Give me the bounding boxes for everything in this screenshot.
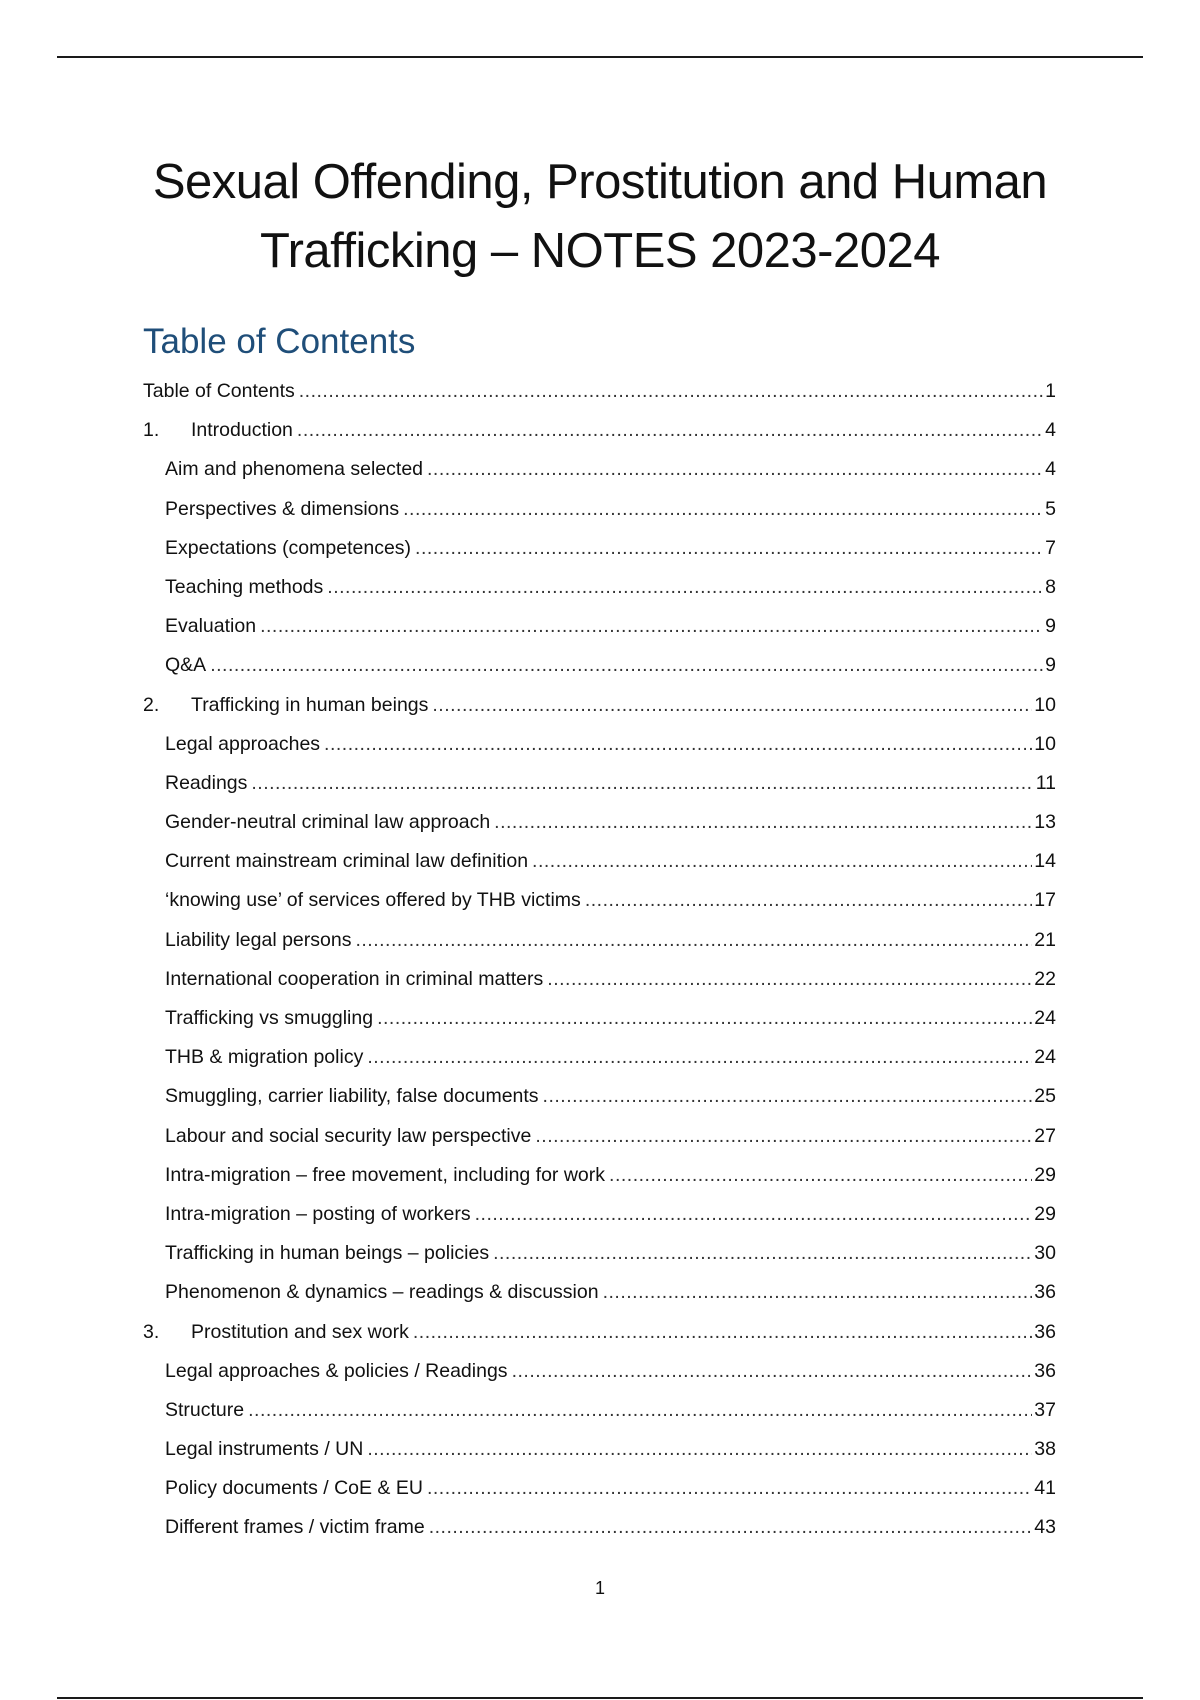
- toc-dot-leader: [251, 764, 1033, 803]
- toc-entry-label: Liability legal persons: [165, 928, 352, 951]
- toc-entry-label: Introduction: [191, 419, 293, 442]
- toc-entry-label: Legal instruments / UN: [165, 1438, 364, 1461]
- toc-entry-number: 1.: [143, 419, 160, 442]
- toc-entry-number: 3.: [143, 1320, 160, 1343]
- toc-entry-label: Q&A: [165, 654, 207, 677]
- toc-dot-leader: [432, 686, 1032, 725]
- toc-entry-label: Teaching methods: [165, 575, 324, 598]
- toc-dot-leader: [367, 1038, 1032, 1077]
- toc-entry-page: 36: [1034, 1281, 1056, 1304]
- toc-entry-page: 4: [1045, 419, 1056, 442]
- toc-dot-leader: [413, 1313, 1032, 1352]
- toc-entry-page: 36: [1034, 1320, 1056, 1343]
- toc-entry-label: Different frames / victim frame: [165, 1516, 425, 1539]
- toc-entry-label: International cooperation in criminal matters: [165, 967, 544, 990]
- toc-entry-page: 10: [1034, 732, 1056, 755]
- toc-dot-leader: [355, 921, 1032, 960]
- toc-entry-page: 9: [1045, 615, 1056, 638]
- toc-dot-leader: [609, 1156, 1032, 1195]
- toc-entry[interactable]: [143, 568, 1056, 607]
- toc-entry-label: Expectations (competences): [165, 536, 412, 559]
- toc-entry[interactable]: [143, 960, 1056, 999]
- toc-entry-page: 17: [1034, 889, 1056, 912]
- toc-entry[interactable]: [143, 1273, 1056, 1312]
- toc-entry[interactable]: [143, 881, 1056, 920]
- toc-dot-leader: [403, 490, 1043, 529]
- toc-entry[interactable]: [143, 686, 1056, 725]
- toc-dot-leader: [248, 1391, 1032, 1430]
- toc-entry-label: Table of Contents: [143, 380, 295, 402]
- toc-dot-leader: [210, 646, 1043, 685]
- toc-heading: Table of Contents: [143, 322, 416, 361]
- toc-dot-leader: [535, 1117, 1032, 1156]
- toc-dot-leader: [367, 1430, 1032, 1469]
- toc-entry-page: 37: [1034, 1398, 1056, 1421]
- toc-entry-label: Intra-migration – free movement, including for work: [165, 1163, 606, 1186]
- toc-entry[interactable]: [143, 1156, 1056, 1195]
- toc-entry-label: Trafficking in human beings – policies: [165, 1242, 490, 1265]
- toc-entry-page: 29: [1034, 1202, 1056, 1225]
- toc-entry-page: 7: [1045, 536, 1056, 559]
- toc-entry-label: Legal approaches: [165, 732, 321, 755]
- toc-entry-label: Gender-neutral criminal law approach: [165, 811, 491, 834]
- toc-entry[interactable]: [143, 1234, 1056, 1273]
- toc-entry[interactable]: [143, 999, 1056, 1038]
- toc-entry-label: Prostitution and sex work: [191, 1320, 409, 1343]
- toc-dot-leader: [429, 1508, 1033, 1547]
- toc-entry-page: 29: [1034, 1163, 1056, 1186]
- toc-entry-label: Perspectives & dimensions: [165, 497, 400, 520]
- toc-dot-leader: [324, 725, 1032, 764]
- toc-entry[interactable]: [143, 1508, 1056, 1547]
- toc-entry-label: Labour and social security law perspective: [165, 1124, 532, 1147]
- toc-entry-page: 41: [1034, 1477, 1056, 1500]
- toc-entry-page: 13: [1034, 811, 1056, 834]
- toc-entry[interactable]: [143, 646, 1056, 685]
- toc-dot-leader: [415, 529, 1043, 568]
- toc-entry-page: 36: [1034, 1359, 1056, 1382]
- toc-dot-leader: [427, 1469, 1032, 1508]
- toc-entry-page: 24: [1034, 1007, 1056, 1029]
- toc-dot-leader: [377, 999, 1032, 1038]
- toc-entry[interactable]: [143, 607, 1056, 646]
- toc-dot-leader: [603, 1273, 1033, 1312]
- toc-entry[interactable]: [143, 764, 1056, 803]
- toc-entry-page: 38: [1034, 1438, 1056, 1461]
- toc-entry-page: 1: [1045, 380, 1056, 402]
- toc-entry-page: 30: [1034, 1242, 1056, 1265]
- toc-entry[interactable]: [143, 1352, 1056, 1391]
- toc-entry[interactable]: [143, 921, 1056, 960]
- toc-entry-page: 24: [1034, 1046, 1056, 1069]
- toc-entry-page: 22: [1034, 967, 1056, 990]
- toc-dot-leader: [475, 1195, 1033, 1234]
- footer-rule: [57, 1697, 1143, 1699]
- toc-entry[interactable]: [143, 372, 1056, 411]
- toc-entry-label: ‘knowing use’ of services offered by THB victims: [165, 889, 581, 912]
- toc-dot-leader: [299, 372, 1043, 411]
- toc-entry-label: THB & migration policy: [165, 1046, 364, 1069]
- toc-entry-page: 14: [1034, 850, 1056, 873]
- toc-entry-page: 10: [1034, 693, 1056, 716]
- toc-entry[interactable]: [143, 842, 1056, 881]
- toc-entry-label: Policy documents / CoE & EU: [165, 1477, 423, 1500]
- toc-entry[interactable]: [143, 1469, 1056, 1508]
- toc-dot-leader: [327, 568, 1043, 607]
- toc-entry-page: 9: [1045, 654, 1056, 677]
- toc-dot-leader: [547, 960, 1032, 999]
- toc-entry[interactable]: [143, 1038, 1056, 1077]
- toc-entry[interactable]: [143, 490, 1056, 529]
- toc-entry[interactable]: [143, 450, 1056, 489]
- toc-entry-page: 43: [1034, 1516, 1056, 1539]
- toc-entry-label: Structure: [165, 1398, 245, 1421]
- toc-entry-label: Legal approaches & policies / Readings: [165, 1359, 508, 1382]
- toc-dot-leader: [260, 607, 1043, 646]
- toc-entry-page: 8: [1045, 575, 1056, 598]
- toc-entry-page: 11: [1035, 771, 1056, 794]
- document-title: Sexual Offending, Prostitution and Human Trafficking – NOTES 2023-2024: [152, 155, 1048, 278]
- toc-entry[interactable]: [143, 1391, 1056, 1430]
- toc-dot-leader: [585, 881, 1032, 920]
- toc-entry[interactable]: [143, 1117, 1056, 1156]
- toc-dot-leader: [543, 1077, 1033, 1116]
- toc-entry-label: Smuggling, carrier liability, false documents: [165, 1085, 539, 1108]
- toc-entry-label: Aim and phenomena selected: [165, 458, 424, 481]
- toc-entry[interactable]: [143, 803, 1056, 842]
- toc-dot-leader: [493, 1234, 1032, 1273]
- toc-entry-page: 21: [1034, 928, 1056, 951]
- toc-dot-leader: [532, 842, 1032, 881]
- toc-dot-leader: [512, 1352, 1033, 1391]
- toc-entry[interactable]: [143, 411, 1056, 450]
- toc-entry-page: 25: [1034, 1085, 1056, 1108]
- toc-entry-page: 4: [1045, 458, 1056, 481]
- toc-entry-label: Current mainstream criminal law definition: [165, 850, 529, 873]
- table-of-contents: [143, 372, 1056, 1548]
- toc-entry-label: Evaluation: [165, 615, 257, 638]
- toc-dot-leader: [297, 411, 1043, 450]
- toc-entry-page: 27: [1034, 1124, 1056, 1147]
- toc-entry-label: Phenomenon & dynamics – readings & discussion: [165, 1281, 599, 1304]
- toc-entry-label: Trafficking vs smuggling: [165, 1007, 374, 1029]
- toc-dot-leader: [494, 803, 1032, 842]
- page-number: 1: [594, 1578, 605, 1598]
- toc-entry-label: Readings: [165, 771, 248, 794]
- toc-entry[interactable]: [143, 1430, 1056, 1469]
- toc-entry[interactable]: [143, 1077, 1056, 1116]
- toc-entry-page: 5: [1045, 497, 1056, 520]
- header-rule: [57, 56, 1143, 58]
- toc-entry[interactable]: [143, 1313, 1056, 1352]
- toc-entry-label: Intra-migration – posting of workers: [165, 1202, 471, 1225]
- toc-entry-number: 2.: [143, 693, 160, 716]
- toc-entry[interactable]: [143, 1195, 1056, 1234]
- toc-dot-leader: [427, 450, 1043, 489]
- toc-entry[interactable]: [143, 529, 1056, 568]
- toc-entry[interactable]: [143, 725, 1056, 764]
- toc-entry-label: Trafficking in human beings: [191, 693, 429, 716]
